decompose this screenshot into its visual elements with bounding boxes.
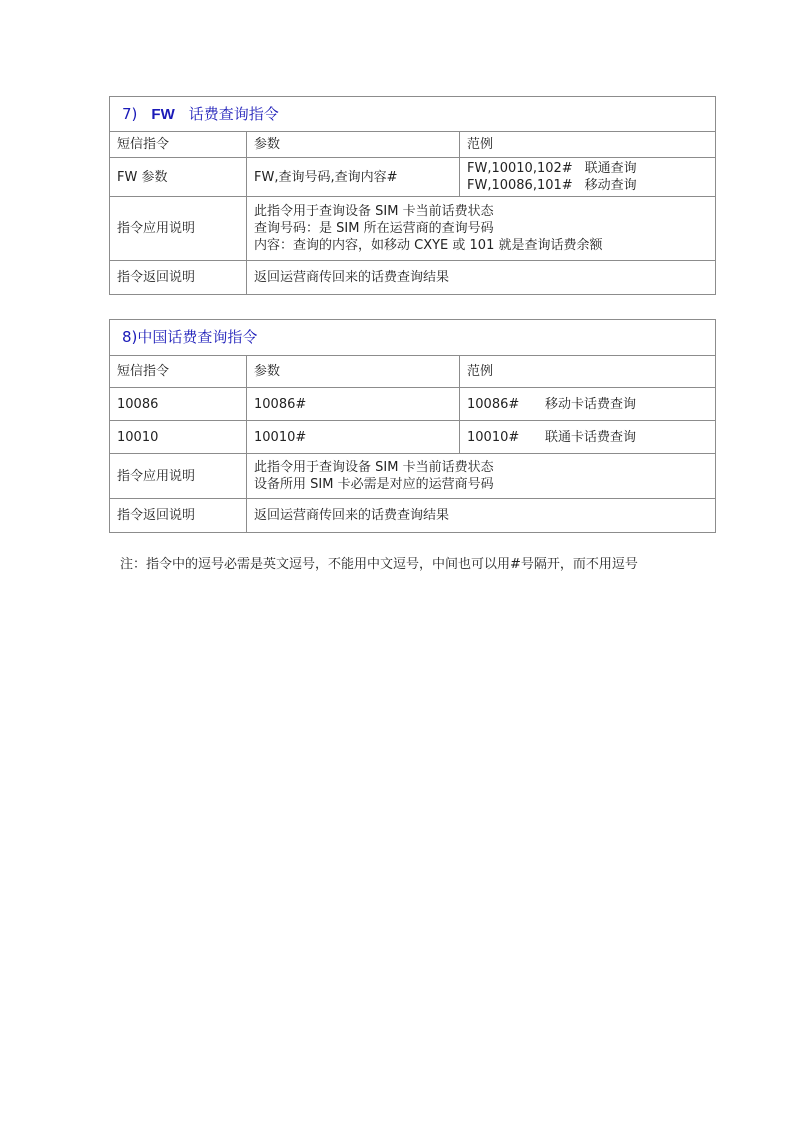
section-code: FW [151, 105, 175, 123]
usage-label: 指令应用说明 [110, 197, 247, 261]
section-title-text: 话费查询指令 [188, 104, 279, 123]
usage-line: 设备所用 SIM 卡必需是对应的运营商号码 [254, 477, 494, 492]
param-cell: FW,查询号码,查询内容# [247, 158, 460, 197]
section-title: 8)中国话费查询指令 [110, 320, 716, 356]
section-title [110, 97, 716, 132]
header-command: 短信指令 [110, 356, 247, 388]
fw-command-table [109, 96, 716, 295]
return-label: 指令返回说明 [110, 261, 247, 295]
note-text: 注：指令中的逗号必需是英文逗号，不能用中文逗号，中间也可以用#号隔开，而不用逗号 [120, 557, 638, 572]
table-title-row [110, 320, 716, 356]
example-line [467, 160, 708, 177]
example-desc: 联通卡话费查询 [545, 429, 637, 445]
usage-text [247, 454, 716, 499]
param-cell: 10086# [247, 388, 460, 421]
header-example: 范例 [460, 132, 716, 158]
table-row [110, 388, 716, 421]
example-line [467, 177, 708, 194]
usage-text [247, 197, 716, 261]
example-desc: 移动查询 [584, 178, 637, 193]
cn-fee-command-table [109, 319, 716, 533]
example-desc: 移动卡话费查询 [545, 396, 637, 412]
table-header-row [110, 356, 716, 388]
table-row [110, 197, 716, 261]
command-cell: 10010 [110, 421, 247, 454]
command-cell: FW 参数 [110, 158, 247, 197]
example-desc: 联通查询 [584, 161, 637, 176]
table-title-row [110, 97, 716, 132]
section-number: 7) [122, 104, 138, 123]
usage-line: 查询号码：是 SIM 所在运营商的查询号码 [254, 221, 494, 236]
example-code: FW,10010,102# [467, 161, 573, 176]
example-code: 10086# [467, 396, 520, 412]
header-param: 参数 [247, 132, 460, 158]
return-text: 返回运营商传回来的话费查询结果 [247, 261, 716, 295]
command-cell: 10086 [110, 388, 247, 421]
table-row [110, 499, 716, 533]
usage-label: 指令应用说明 [110, 454, 247, 499]
return-text: 返回运营商传回来的话费查询结果 [247, 499, 716, 533]
usage-line: 此指令用于查询设备 SIM 卡当前话费状态 [254, 204, 494, 219]
example-code: FW,10086,101# [467, 178, 573, 193]
table-row [110, 421, 716, 454]
example-cell [460, 421, 716, 454]
example-code: 10010# [467, 429, 520, 445]
usage-line: 此指令用于查询设备 SIM 卡当前话费状态 [254, 460, 494, 475]
header-example: 范例 [460, 356, 716, 388]
return-label: 指令返回说明 [110, 499, 247, 533]
table-header-row [110, 132, 716, 158]
table-row [110, 158, 716, 197]
table-row [110, 261, 716, 295]
example-cell [460, 388, 716, 421]
header-param: 参数 [247, 356, 460, 388]
example-cell [460, 158, 716, 197]
usage-line: 内容：查询的内容，如移动 CXYE 或 101 就是查询话费余额 [254, 238, 603, 253]
header-command: 短信指令 [110, 132, 247, 158]
param-cell: 10010# [247, 421, 460, 454]
table-row [110, 454, 716, 499]
